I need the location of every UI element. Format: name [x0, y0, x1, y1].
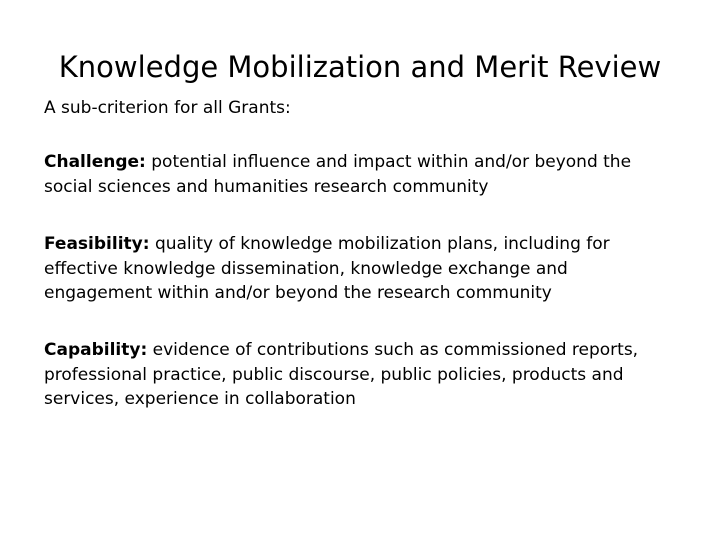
criterion-term: Feasibility: [44, 234, 150, 254]
criterion-challenge [44, 150, 684, 199]
slide-title: Knowledge Mobilization and Merit Review [58, 50, 662, 84]
criterion-line [44, 338, 684, 363]
criterion-feasibility [44, 232, 684, 306]
criterion-term: Capability: [44, 340, 148, 360]
intro-text: A sub-criterion for all Grants: [44, 98, 291, 118]
criterion-text: potential influence and impact within and/or beyond the [151, 152, 632, 172]
criterion-text: evidence of contributions such as commissioned reports, [152, 340, 639, 360]
criterion-term: Challenge: [44, 152, 146, 172]
criterion-text: effective knowledge dissemination, knowledge exchange and [44, 258, 568, 279]
criterion-text: services, experience in collaboration [44, 389, 356, 409]
criterion-text: social sciences and humanities research community [44, 176, 489, 197]
criterion-capability [44, 338, 684, 412]
criterion-text: engagement within and/or beyond the research community [44, 283, 552, 303]
criterion-text: quality of knowledge mobilization plans, including for [154, 234, 610, 254]
criterion-line [44, 232, 684, 257]
criterion-line [44, 150, 684, 175]
criterion-text: professional practice, public discourse, public policies, products and [44, 364, 624, 385]
